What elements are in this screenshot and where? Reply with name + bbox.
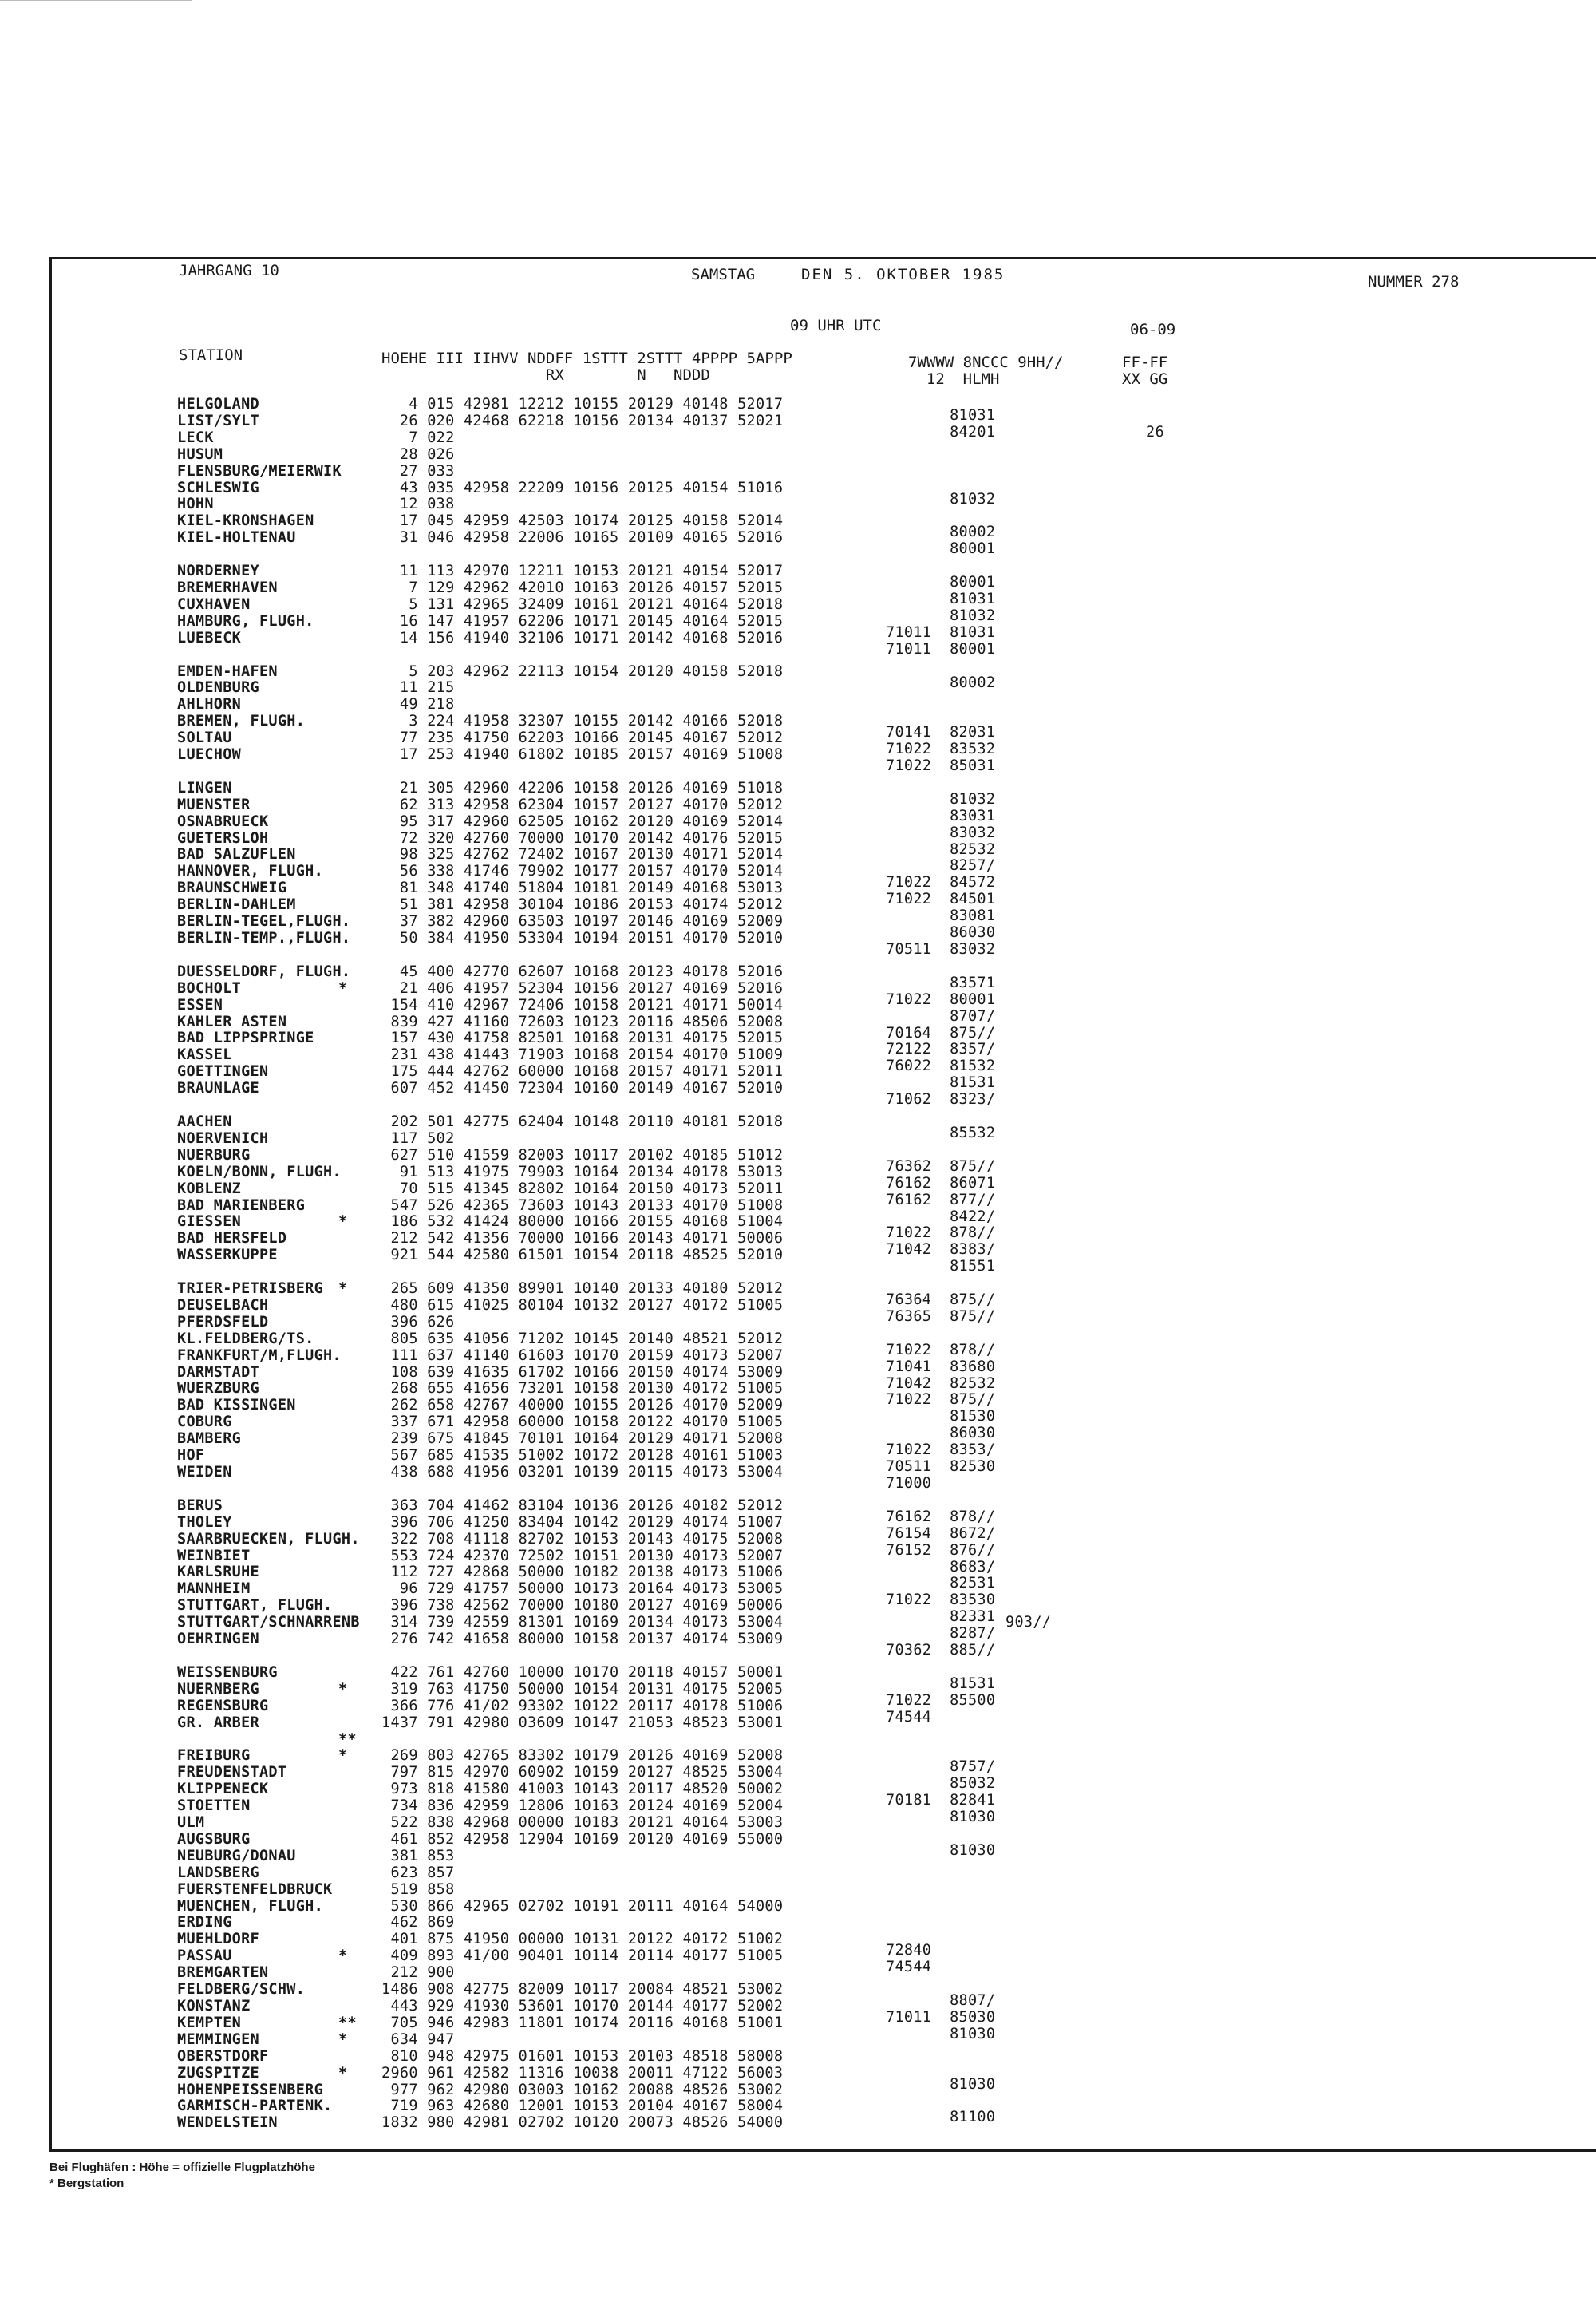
main-column-header-1: HOEHE III IIHVV NDDFF 1STTT 2STTT 4PPPP 5APPP: [381, 350, 792, 367]
scan-edge-line: [0, 0, 192, 1]
main-column-header-2: RX N NDDD: [381, 366, 710, 384]
right-column-header-1: 7WWWW 8NCCC 9HH//: [908, 354, 1064, 371]
station-column-header: STATION: [179, 346, 243, 364]
gust-column-header-2: XX GG: [1122, 370, 1168, 388]
station-list: HELGOLAND LIST/SYLT LECK HUSUM FLENSBURG/MEIERWIK SCHLESWIG HOHN KIEL-KRONSHAGEN KIEL-HOLTENAU NORDERNEY BREMERHAVEN CUXHAVEN HAMBURG, FLUGH. LUEBECK EMDEN-HAFEN OLDENBURG AHLHORN BREMEN, FLUGH. SOLTAU LUECHOW LINGEN MUENSTER OSNABRUECK GUETERSLOH BAD SALZUFLEN HANNOVER, FLUGH. BRAUNSCHWEIG BERLIN-DAHLEM BERLIN-TEGEL,FLUGH. BERLIN-TEMP.,FLUGH. DUESSELDORF, FLUGH. BOCHOLT ESSEN KAHLER ASTEN BAD LIPPSPRINGE KASSEL GOETTINGEN BRAUNLAGE AACHEN NOERVENICH NUERBURG KOELN/BONN, FLUGH. KOBLENZ BAD MARIENBERG GIESSEN BAD HERSFELD WASSERKUPPE TRIER-PETRISBERG DEUSELBACH PFERDSFELD KL.FELDBERG/TS. FRANKFURT/M,FLUGH. DARMSTADT WUERZBURG BAD KISSINGEN COBURG BAMBERG HOF WEIDEN BERUS THOLEY SAARBRUECKEN, FLUGH. WEINBIET KARLSRUHE MANNHEIM STUTTGART, FLUGH. STUTTGART/SCHNARRENB OEHRINGEN WEISSENBURG NUERNBERG REGENSBURG GR. ARBER FREIBURG FREUDENSTADT KLIPPENECK STOETTEN ULM AUGSBURG NEUBURG/DONAU LANDSBERG FUERSTENFELDBRUCK MUENCHEN, FLUGH. ERDING MUEHLDORF PASSAU BREMGARTEN FELDBERG/SCHW. KONSTANZ KEMPTEN MEMMINGEN OBERSTDORF ZUGSPITZE HOHENPEISSENBERG GARMISCH-PARTENK. WENDELSTEIN: [177, 396, 360, 2132]
synop-data-table: 4 015 42981 12212 10155 20129 40148 52017 26 020 42468 62218 10156 20134 40137 52021 7 022 28 026 27 033 43 035 42958 22209 10156 20125 40154 51016 12 038 17 045 42959 42503 10174 20125 40158 52014 31 046 42958 22006 10165 20109 40165 52016 11 113 42970 12211 10153 20121 40154 52017 7 129 42962 42010 10163 20126 40157 52015 5 131 42965 32409 10161 20121 40164 52018 16 147 41957 62206 10171 20145 40164 52015 14 156 41940 32106 10171 20142 40168 52016 5 203 42962 22113 10154 20120 40158 52018 11 215 49 218 3 224 41958 32307 10155 20142 40166 52018 77 235 41750 62203 10166 20145 40167 52012 17 253 41940 61802 10185 20157 40169 51008 21 305 42960 42206 10158 20126 40169 51018 62 313 42958 62304 10157 20127 40170 52012 95 317 42960 62505 10162 20120 40169 52014 72 320 42760 70000 10170 20142 40176 52015 98 325 42762 72402 10167 20130 40171 52014 56 338 41746 79902 10177 20157 40170 52014 81 348 41740 51804 10181 20149 40168 53013 51 381 42958 30104 10186 20153 40174 52012 37 382 42960 63503 10197 20146 40169 52009 50 384 41950 53304 10194 20151 40170 52010 45 400 42770 62607 10168 20123 40178 52016 21 406 41957 52304 10156 20127 40169 52016 154 410 42967 72406 10158 20121 40171 50014 839 427 41160 72603 10123 20116 48506 52008 157 430 41758 82501 10168 20131 40175 52015 231 438 41443 71903 10168 20154 40170 51009 175 444 42762 60000 10168 20157 40171 52011 607 452 41450 72304 10160 20149 40167 52010 202 501 42775 62404 10148 20110 40181 52018 117 502 627 510 41559 82003 10117 20102 40185 51012 91 513 41975 79903 10164 20134 40178 53013 70 515 41345 82802 10164 20150 40173 52011 547 526 42365 73603 10143 20133 40170 51008 186 532 41424 80000 10166 20155 40168 51004 212 542 41356 70000 10166 20143 40171 50006 921 544 42580 61501 10154 20118 48525 52010 265 609 41350 89901 10140 20133 40180 52012 480 615 41025 80104 10132 20127 40172 51005 396 626 805 635 41056 71202 10145 20140 48521 52012 111 637 41140 61603 10170 20159 40173 52007 108 639 41635 61702 10166 20150 40174 53009 268 655 41656 73201 10158 20130 40172 51005 262 658 42767 40000 10155 20126 40170 52009 337 671 42958 60000 10158 20122 40170 51005 239 675 41845 70101 10164 20129 40171 52008 567 685 41535 51002 10172 20128 40161 51003 438 688 41956 03201 10139 20115 40173 53004 363 704 41462 83104 10136 20126 40182 52012 396 706 41250 83404 10142 20129 40174 51007 322 708 41118 82702 10153 20143 40175 52008 553 724 42370 72502 10151 20130 40173 52007 112 727 42868 50000 10182 20138 40173 51006 96 729 41757 50000 10173 20164 40173 53005 396 738 42562 70000 10180 20127 40169 50006 314 739 42559 81301 10169 20134 40173 53004 276 742 41658 80000 10158 20137 40174 53009 422 761 42760 10000 10170 20118 40157 50001 319 763 41750 50000 10154 20131 40175 52005 366 776 41/02 93302 10122 20117 40178 51006 1437 791 42980 03609 10147 21053 48523 53001 269 803 42765 83302 10179 20126 40169 52008 797 815 42970 60902 10159 20127 48525 53004 973 818 41580 41003 10143 20117 48520 50002 734 836 42959 12806 10163 20124 40169 52004 522 838 42968 00000 10183 20121 40164 53003 461 852 42958 12904 10169 20120 40169 55000 381 853 623 857 519 858 530 866 42965 02702 10191 20111 40164 54000 462 869 401 875 41950 00000 10131 20122 40172 51002 409 893 41/00 90401 10114 20114 40177 51005 212 900 1486 908 42775 82009 10117 20084 48521 53002 443 929 41930 53601 10170 20144 40177 52002 705 946 42983 11801 10174 20116 40168 51001 634 947 810 948 42975 01601 10153 20103 48518 58008 2960 961 42582 11316 10038 20011 47122 56003 977 962 42980 03003 10162 20088 48526 53002 719 963 42680 12001 10153 20104 40167 58004 1832 980 42981 02702 10120 20073 48526 54000: [381, 396, 784, 2132]
weekday-label: SAMSTAG: [691, 266, 756, 283]
gust-column-header-1: FF-FF: [1122, 354, 1168, 371]
gust-value: 26: [1146, 424, 1164, 441]
cloud-height-value: 903//: [1005, 1614, 1052, 1631]
date-label: DEN 5. OKTOBER 1985: [801, 266, 1005, 283]
mountain-station-markers: * * * * ** * * ** * *: [338, 979, 357, 2082]
period-label: 06-09: [1130, 321, 1176, 338]
footnote-mountain: * Bergstation: [49, 2177, 124, 2190]
jahrgang-label: JAHRGANG 10: [179, 262, 279, 279]
observation-time: 09 UHR UTC: [790, 317, 882, 334]
right-column-header-2: 12 HLMH: [908, 370, 1000, 388]
issue-number: NUMMER 278: [1368, 273, 1460, 291]
footnote-airport: Bei Flughäfen : Höhe = offizielle Flugplatzhöhe: [49, 2161, 315, 2174]
weather-groups-column: 81031 84201 81032 80002 80001 80001 81031 81032 71011 81031 71011 80001 80002 70141 82031 71022 83532 71022 85031 81032 83031 83032 82532 8257/ 71022 84572 71022 84501 83081 86030 70511 83032 83571 71022 80001 8707/ 70164 875// 72122 8357/ 76022 81532 81531 71062 8323/ 85532 76362 875// 76162 86071 76162 877// 8422/ 71022 878// 71042 8383/ 81551 76364 875// 76365 875// 71022 878// 71041 83680 71042 82532 71022 875// 81530 86030 71022 8353/ 70511 82530 71000 76162 878// 76154 8672/ 76152 876// 8683/ 82531 71022 83530 82331 8287/ 70362 885// 81531 71022 85500 74544 8757/ 85032 70181 82841 81030 81030 72840 74544 8807/ 71011 85030 81030 81030 81100: [886, 407, 996, 2126]
